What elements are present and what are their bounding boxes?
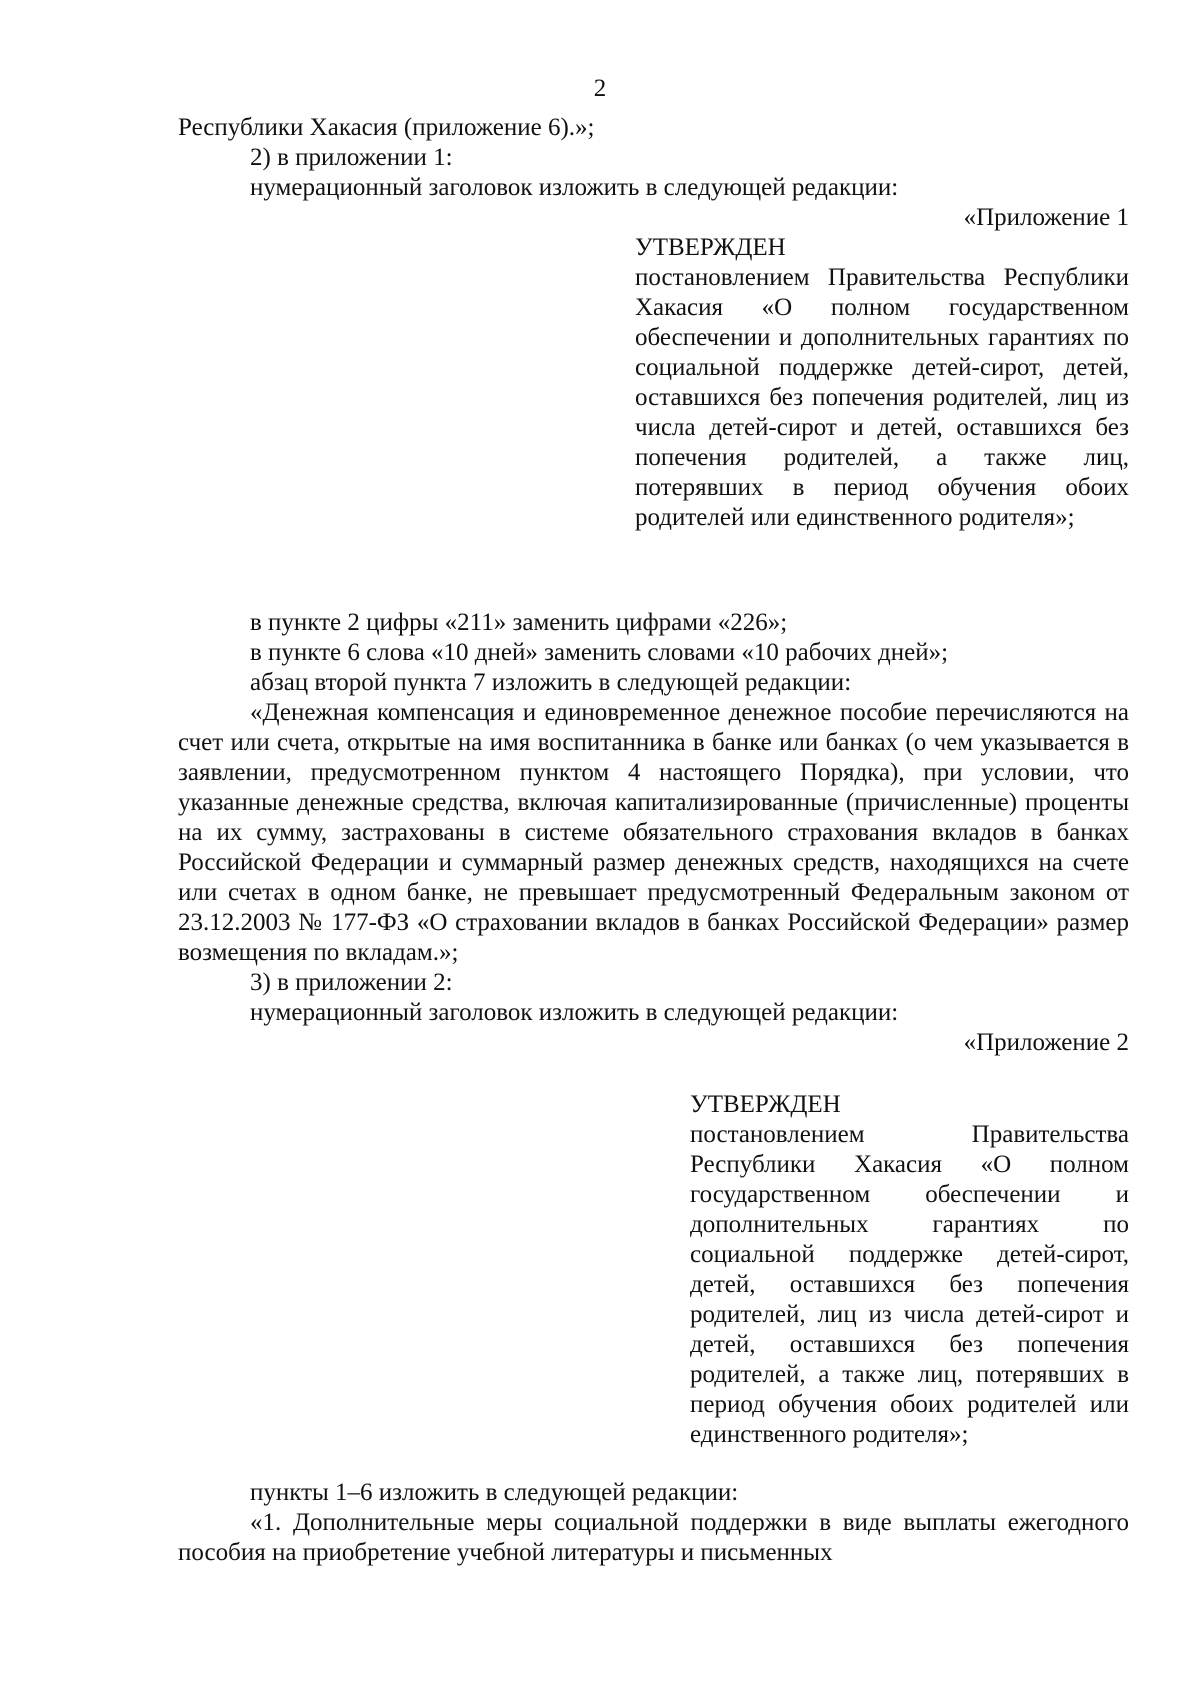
paragraph: в пункте 2 цифры «211» заменить цифрами «226»; (250, 609, 788, 636)
paragraph: в пункте 6 слова «10 дней» заменить словами «10 рабочих дней»; (250, 639, 949, 666)
appendix-label: «Приложение 1 (963, 204, 1129, 231)
approval-heading: УТВЕРЖДЕН (635, 234, 786, 261)
appendix-label: «Приложение 2 (963, 1029, 1129, 1056)
paragraph: 3) в приложении 2: (250, 969, 453, 996)
approval-text: постановлением Правительства Республики Хакасия «О полном государственном обеспечении и дополнительных гарантиях по социальной поддержке детей-сирот, детей, оставшихся без попечения родителей, лиц из числа детей-сирот и детей, оставшихся без попечения родителей, а также лиц, потерявших в период обучения обоих родителей или единственного родителя»; (690, 1121, 1129, 1448)
approval-block-2 (690, 1090, 1129, 1450)
paragraph: пункты 1–6 изложить в следующей редакции: (250, 1479, 739, 1506)
page-number: 2 (593, 75, 607, 102)
paragraph: нумерационный заголовок изложить в следующей редакции: (250, 174, 899, 201)
section-3 (178, 1478, 1129, 1568)
paragraph: 2) в приложении 1: (250, 144, 453, 171)
paragraph: нумерационный заголовок изложить в следующей редакции: (250, 999, 899, 1026)
paragraph: «Денежная компенсация и единовременное денежное пособие перечисляются на счет или счета, открытые на имя воспитанника в банке или банках (о чем указывается в заявлении, предусмотренном пунктом 4 настоящего Порядка), при условии, что указанные денежные средства, включая капитализированные (причисленные) проценты на их сумму, застрахованы в системе обязательного страхования вкладов в банках Российской Федерации и суммарный размер денежных средств, находящихся на счете или счетах в одном банке, не превышает предусмотренный Федеральным законом от 23.12.2003 № 177-ФЗ «О страховании вкладов в банках Российской Федерации» размер возмещения по вкладам.»; (178, 699, 1129, 966)
paragraph: Республики Хакасия (приложение 6).»; (178, 114, 595, 141)
section-1 (178, 113, 1129, 233)
paragraph: «1. Дополнительные меры социальной поддержки в виде выплаты ежегодного пособия на приобретение учебной литературы и письменных (178, 1509, 1129, 1566)
approval-heading: УТВЕРЖДЕН (690, 1091, 841, 1118)
section-2 (178, 608, 1129, 1058)
approval-text: постановлением Правительства Республики Хакасия «О полном государственном обеспечении и дополнительных гарантиях по социальной поддержке детей-сирот, детей, оставшихся без попечения родителей, лиц из числа детей-сирот и детей, оставшихся без попечения родителей, а также лиц, потерявших в период обучения обоих родителей или единственного родителя»; (635, 264, 1129, 531)
paragraph: абзац второй пункта 7 изложить в следующей редакции: (250, 669, 852, 696)
approval-block-1 (635, 233, 1129, 533)
